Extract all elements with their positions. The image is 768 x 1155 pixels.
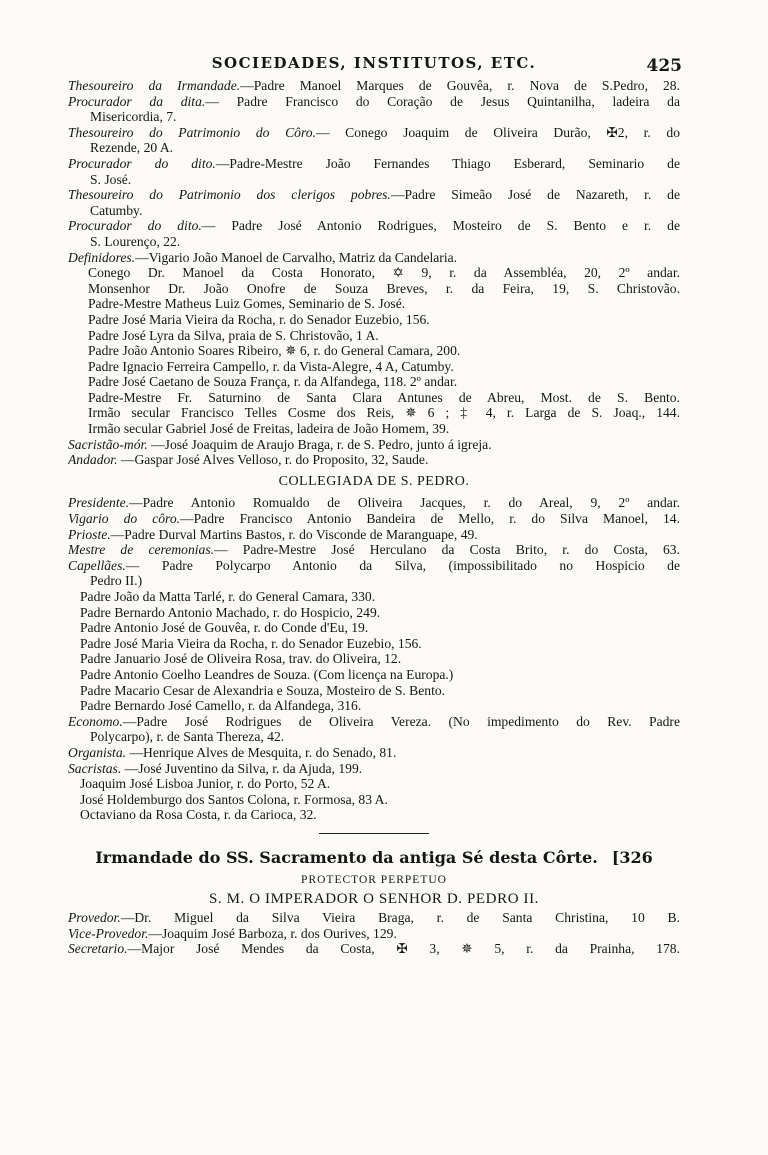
- entry-label: Vigario do côro.: [68, 511, 181, 527]
- entry-text: Conego Dr. Manoel da Costa Honorato, ✡ 9, r. da Assembléa, 20, 2º andar.: [88, 265, 680, 281]
- entry-text: Padre-Mestre Fr. Saturnino de Santa Clara Antunes de Abreu, Most. de S. Bento.: [88, 389, 680, 405]
- entry-line: [68, 683, 680, 699]
- entry-label: Sacristas.: [68, 760, 122, 776]
- entry-label: Procurador da dita.: [68, 93, 206, 109]
- entry-line: [68, 343, 680, 359]
- entry-text: Padre Januario José de Oliveira Rosa, trav. do Oliveira, 12.: [80, 651, 402, 667]
- entry-line: [68, 359, 680, 375]
- entry-text: —José Joaquim de Araujo Braga, r. de S. Pedro, junto á igreja.: [147, 436, 492, 452]
- entry-line: [68, 792, 680, 808]
- entry-line: [68, 203, 680, 219]
- entry-line: [68, 729, 680, 745]
- entry-label: Thesoureiro do Patrimonio dos clerigos pobres.: [68, 187, 391, 203]
- entry-text: — Padre José Antonio Rodrigues, Mosteiro de S. Bento e r. de: [201, 218, 680, 234]
- page-header: [68, 52, 680, 78]
- entry-label: Thesoureiro da Irmandade.: [68, 78, 241, 93]
- entry-line: [68, 807, 680, 823]
- entry-text: Pedro II.): [90, 573, 143, 589]
- entry-text: S. José.: [90, 171, 132, 187]
- entry-label: Capellães.: [68, 557, 126, 573]
- entry-text: —Padre Simeão José de Nazareth, r. de: [390, 187, 680, 203]
- entry-label: Economo.: [68, 713, 123, 729]
- entry-text: — Padre-Mestre José Herculano da Costa Brito, r. do Costa, 63.: [214, 542, 680, 558]
- entry-line: [68, 558, 680, 574]
- entry-line: [68, 620, 680, 636]
- entry-text: Octaviano da Rosa Costa, r. da Carioca, 32.: [80, 807, 317, 823]
- section-heading: COLLEGIADA DE S. PEDRO.: [278, 473, 470, 489]
- entry-line: [68, 437, 680, 453]
- irmandade-reference: [326: [611, 847, 653, 867]
- entry-line: [68, 776, 680, 792]
- entry-text: —Padre Francisco Antonio Bandeira de Mello, r. do Silva Manoel, 14.: [180, 511, 680, 527]
- entry-line: [68, 926, 680, 942]
- entry-text: —Gaspar José Alves Velloso, r. do Proposito, 32, Saude.: [117, 452, 429, 468]
- entry-line: [68, 281, 680, 297]
- entry-line: [68, 405, 680, 421]
- entry-line: [68, 94, 680, 110]
- entry-text: Padre Antonio José de Gouvêa, r. do Conde d'Eu, 19.: [80, 620, 369, 636]
- entry-text: —Padre-Mestre João Fernandes Thiago Esberard, Seminario de: [215, 155, 680, 171]
- entry-line: [68, 605, 680, 621]
- entry-text: — Conego Joaquim de Oliveira Durão, ✠2, r. do: [315, 124, 680, 140]
- irmandade-title: Irmandade do SS. Sacramento da antiga Sé desta Côrte.: [95, 847, 598, 867]
- entry-text: Monsenhor Dr. João Onofre de Souza Breves, r. da Feira, 19, S. Christovão.: [88, 280, 680, 296]
- entry-line: [68, 78, 680, 94]
- entry-text: Joaquim José Lisboa Junior, r. do Porto, 52 A.: [80, 776, 331, 792]
- entry-line: [68, 172, 680, 188]
- entry-line: [68, 390, 680, 406]
- entry-label: Prioste.: [68, 526, 111, 542]
- entry-line: [68, 296, 680, 312]
- entry-line: [68, 312, 680, 328]
- entry-line: [68, 250, 680, 266]
- entry-line: [68, 714, 680, 730]
- entry-line: [68, 156, 680, 172]
- entry-line: [68, 218, 680, 234]
- entry-line: [68, 761, 680, 777]
- page-body: [68, 78, 680, 957]
- entry-label: Secretario.: [68, 941, 128, 957]
- entry-text: Padre José Lyra da Silva, praia de S. Christovão, 1 A.: [88, 327, 379, 343]
- entry-text: —José Juventino da Silva, r. da Ajuda, 199.: [121, 760, 363, 776]
- entry-line: [68, 452, 680, 468]
- entry-line: [68, 109, 680, 125]
- entry-text: Padre José Maria Vieira da Rocha, r. do Senador Euzebio, 156.: [88, 311, 430, 327]
- entry-line: [68, 265, 680, 281]
- entry-line: [68, 187, 680, 203]
- entry-line: [68, 542, 680, 558]
- entry-line: [68, 527, 680, 543]
- entry-text: —Dr. Miguel da Silva Vieira Braga, r. de Santa Christina, 10 B.: [120, 909, 680, 925]
- entry-text: Misericordia, 7.: [90, 109, 177, 125]
- entry-text: —Padre Durval Martins Bastos, r. do Visconde de Maranguape, 49.: [110, 526, 478, 542]
- entry-line: [68, 421, 680, 437]
- entry-text: —Henrique Alves de Mesquita, r. do Senado, 81.: [126, 744, 397, 760]
- entry-text: Catumby.: [90, 202, 143, 218]
- entry-text: S. Lourenço, 22.: [90, 233, 181, 249]
- entry-text: Polycarpo), r. de Santa Thereza, 42.: [90, 729, 285, 745]
- entry-text: Rezende, 20 A.: [90, 140, 174, 156]
- entry-text: Padre Ignacio Ferreira Campello, r. da Vista-Alegre, 4 A, Catumby.: [88, 358, 454, 374]
- sacramento-officers-list: [68, 910, 680, 957]
- entry-text: Irmão secular Francisco Telles Cosme dos Reis, ✵ 6 ; ‡ 4, r. Larga de S. Joaq., 144.: [88, 405, 680, 421]
- entry-text: —Padre Antonio Romualdo de Oliveira Jacques, r. do Areal, 9, 2º andar.: [129, 495, 680, 511]
- entry-line: [68, 636, 680, 652]
- entry-line: [68, 140, 680, 156]
- entry-text: Padre João da Matta Tarlé, r. do General Camara, 330.: [80, 589, 376, 604]
- entry-line: [68, 589, 680, 605]
- entry-text: —Padre Manoel Marques de Gouvêa, r. Nova de S.Pedro, 28.: [240, 78, 680, 93]
- entry-text: Padre Bernardo Antonio Machado, r. do Hospicio, 249.: [80, 604, 381, 620]
- entry-line: [68, 698, 680, 714]
- entry-label: Provedor.: [68, 909, 121, 925]
- entry-line: [68, 941, 680, 957]
- entry-line: [68, 374, 680, 390]
- irmandade-heading: [68, 848, 680, 868]
- entry-text: Padre Bernardo José Camello, r. da Alfandega, 316.: [80, 698, 362, 714]
- entry-line: [68, 234, 680, 250]
- entry-text: Padre-Mestre Matheus Luiz Gomes, Seminario de S. José.: [88, 296, 406, 312]
- section-divider: [319, 833, 429, 834]
- entry-line: [68, 511, 680, 527]
- entry-line: [68, 125, 680, 141]
- protector-name: S. M. O IMPERADOR O SENHOR D. PEDRO II.: [208, 890, 540, 907]
- entry-label: Mestre de ceremonias.: [68, 542, 215, 558]
- entry-line: [68, 651, 680, 667]
- entry-label: Procurador do dito.: [68, 218, 202, 234]
- entry-text: — Padre Polycarpo Antonio da Silva, (impossibilitado no Hospicio de: [125, 557, 680, 573]
- page-number: 425: [646, 56, 682, 76]
- protector-label: PROTECTOR PERPETUO: [301, 873, 447, 886]
- entry-label: Sacristão-mór.: [68, 436, 148, 452]
- entry-label: Vice-Provedor.: [68, 925, 149, 941]
- entry-text: Irmão secular Gabriel José de Freitas, ladeira de João Homem, 39.: [88, 421, 450, 437]
- entry-line: [68, 667, 680, 683]
- running-title: SOCIEDADES, INSTITUTOS, ETC.: [211, 54, 537, 72]
- entry-text: Padre José Maria Vieira da Rocha, r. do Senador Euzebio, 156.: [80, 635, 422, 651]
- entry-text: —Joaquim José Barboza, r. dos Ourives, 129.: [148, 925, 397, 941]
- entry-text: —Vigario João Manoel de Carvalho, Matriz da Candelaria.: [135, 249, 458, 265]
- entry-label: Definidores.: [68, 249, 136, 265]
- entry-line: [68, 745, 680, 761]
- entry-line: [68, 328, 680, 344]
- irmandade-officers-list: [68, 78, 680, 468]
- entry-label: Presidente.: [68, 495, 130, 511]
- entry-line: [68, 910, 680, 926]
- entry-text: Padre João Antonio Soares Ribeiro, ✵ 6, r. do General Camara, 200.: [88, 343, 461, 359]
- entry-text: —Major José Mendes da Costa, ✠ 3, ✵ 5, r. da Prainha, 178.: [127, 941, 680, 957]
- entry-text: Padre Macario Cesar de Alexandria e Souza, Mosteiro de S. Bento.: [80, 682, 446, 698]
- entry-text: Padre José Caetano de Souza França, r. da Alfandega, 118. 2º andar.: [88, 374, 458, 390]
- entry-label: Andador.: [68, 452, 118, 468]
- entry-text: José Holdemburgo dos Santos Colona, r. Formosa, 83 A.: [80, 791, 388, 807]
- entry-line: [68, 573, 680, 589]
- entry-label: Thesoureiro do Patrimonio do Côro.: [68, 124, 316, 140]
- entry-text: — Padre Francisco do Coração de Jesus Quintanilha, ladeira da: [205, 93, 680, 109]
- collegiada-officers-list: [68, 495, 680, 822]
- entry-label: Procurador do dito.: [68, 155, 216, 171]
- entry-line: [68, 495, 680, 511]
- entry-text: —Padre José Rodrigues de Oliveira Vereza. (No impedimento do Rev. Padre: [122, 713, 680, 729]
- entry-label: Organista.: [68, 744, 127, 760]
- entry-text: Padre Antonio Coelho Leandres de Souza. (Com licença na Europa.): [80, 666, 454, 682]
